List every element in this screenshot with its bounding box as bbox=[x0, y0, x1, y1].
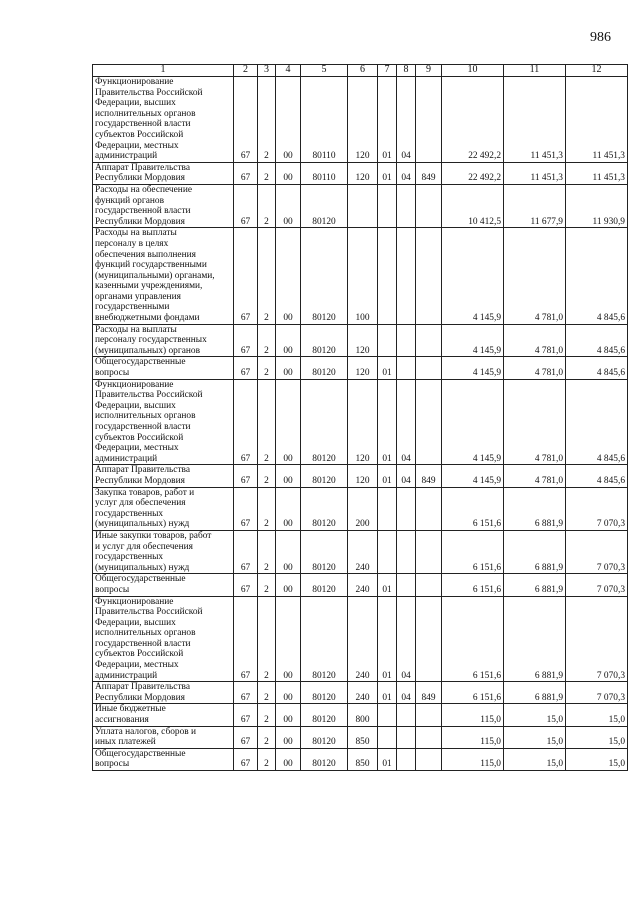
table-cell: 2 bbox=[258, 357, 276, 379]
table-cell: 80120 bbox=[301, 465, 348, 487]
table-cell: 80120 bbox=[301, 530, 348, 573]
table-cell: 4 145,9 bbox=[442, 228, 504, 324]
table-cell: 6 881,9 bbox=[504, 682, 566, 704]
table-cell: 240 bbox=[348, 682, 378, 704]
table-cell: 4 781,0 bbox=[504, 465, 566, 487]
table-cell: 80120 bbox=[301, 682, 348, 704]
table-cell: 4 781,0 bbox=[504, 379, 566, 465]
table-cell: 7 070,3 bbox=[566, 574, 628, 596]
table-cell: 6 151,6 bbox=[442, 530, 504, 573]
table-cell bbox=[416, 324, 442, 357]
column-header: 8 bbox=[397, 65, 416, 77]
table-cell: 2 bbox=[258, 530, 276, 573]
table-cell: 115,0 bbox=[442, 704, 504, 726]
table-cell bbox=[416, 487, 442, 530]
table-cell: 00 bbox=[276, 357, 301, 379]
table-row bbox=[93, 465, 628, 487]
table-cell: 80120 bbox=[301, 379, 348, 465]
table-cell: 00 bbox=[276, 324, 301, 357]
table-cell bbox=[416, 379, 442, 465]
table-cell: 6 881,9 bbox=[504, 574, 566, 596]
table-cell bbox=[416, 704, 442, 726]
table-cell: 2 bbox=[258, 184, 276, 227]
table-cell: 4 145,9 bbox=[442, 465, 504, 487]
table-cell: 6 881,9 bbox=[504, 596, 566, 682]
table-cell bbox=[397, 530, 416, 573]
table-cell: 01 bbox=[378, 574, 397, 596]
row-name-cell: Иные бюджетные ассигнования bbox=[93, 704, 234, 726]
table-cell: 120 bbox=[348, 465, 378, 487]
table-cell: 67 bbox=[234, 184, 258, 227]
row-name-cell: Иные закупки товаров, работ и услуг для обеспечения государственных (муниципальных) нужд bbox=[93, 530, 234, 573]
table-cell: 80120 bbox=[301, 596, 348, 682]
page-number: 986 bbox=[590, 30, 611, 45]
table-cell: 00 bbox=[276, 574, 301, 596]
table-cell: 67 bbox=[234, 379, 258, 465]
table-cell: 4 781,0 bbox=[504, 228, 566, 324]
table-cell: 4 845,6 bbox=[566, 324, 628, 357]
table-cell: 67 bbox=[234, 748, 258, 770]
column-header: 11 bbox=[504, 65, 566, 77]
table-cell: 15,0 bbox=[566, 726, 628, 748]
header-row bbox=[93, 65, 628, 77]
row-name-cell: Функционирование Правительства Российской Федерации, высших исполнительных органов государственной власти субъектов Российской Федерации, местных администраций bbox=[93, 77, 234, 163]
table-cell bbox=[348, 184, 378, 227]
table-cell: 01 bbox=[378, 748, 397, 770]
table-cell bbox=[416, 228, 442, 324]
row-name-cell: Аппарат Правительства Республики Мордовия bbox=[93, 682, 234, 704]
row-name-cell: Общегосударственные вопросы bbox=[93, 574, 234, 596]
column-header: 12 bbox=[566, 65, 628, 77]
column-header: 2 bbox=[234, 65, 258, 77]
table-cell: 80120 bbox=[301, 487, 348, 530]
table-cell: 80120 bbox=[301, 726, 348, 748]
row-name-cell: Закупка товаров, работ и услуг для обеспечения государственных (муниципальных) нужд bbox=[93, 487, 234, 530]
table-row bbox=[93, 682, 628, 704]
table-cell: 01 bbox=[378, 682, 397, 704]
table-cell: 22 492,2 bbox=[442, 162, 504, 184]
table-row bbox=[93, 184, 628, 227]
table-cell: 800 bbox=[348, 704, 378, 726]
table-cell bbox=[397, 357, 416, 379]
table-cell: 4 845,6 bbox=[566, 379, 628, 465]
table-row bbox=[93, 324, 628, 357]
table-cell: 67 bbox=[234, 357, 258, 379]
table-cell: 240 bbox=[348, 530, 378, 573]
table-cell: 00 bbox=[276, 726, 301, 748]
table-cell: 04 bbox=[397, 77, 416, 163]
table-cell bbox=[416, 77, 442, 163]
table-cell: 00 bbox=[276, 748, 301, 770]
table-cell: 4 845,6 bbox=[566, 228, 628, 324]
table-cell bbox=[378, 228, 397, 324]
table-cell: 80120 bbox=[301, 184, 348, 227]
table-cell: 2 bbox=[258, 704, 276, 726]
table-row bbox=[93, 748, 628, 770]
table-cell: 01 bbox=[378, 379, 397, 465]
table-row bbox=[93, 162, 628, 184]
table-cell: 849 bbox=[416, 682, 442, 704]
table-cell: 115,0 bbox=[442, 726, 504, 748]
table-row bbox=[93, 530, 628, 573]
table-cell: 04 bbox=[397, 682, 416, 704]
table-cell: 4 845,6 bbox=[566, 357, 628, 379]
column-header: 1 bbox=[93, 65, 234, 77]
table-cell: 6 151,6 bbox=[442, 487, 504, 530]
table-cell: 80120 bbox=[301, 228, 348, 324]
table-cell: 11 451,3 bbox=[504, 162, 566, 184]
table-cell bbox=[416, 357, 442, 379]
table-cell: 00 bbox=[276, 228, 301, 324]
table-cell: 850 bbox=[348, 748, 378, 770]
table-cell: 2 bbox=[258, 324, 276, 357]
row-name-cell: Общегосударственные вопросы bbox=[93, 357, 234, 379]
table-cell: 6 881,9 bbox=[504, 487, 566, 530]
table-cell: 120 bbox=[348, 162, 378, 184]
table-cell bbox=[378, 726, 397, 748]
table-cell: 11 677,9 bbox=[504, 184, 566, 227]
table-cell: 240 bbox=[348, 596, 378, 682]
table-cell: 6 151,6 bbox=[442, 574, 504, 596]
table-body bbox=[93, 77, 628, 771]
table-cell: 4 845,6 bbox=[566, 465, 628, 487]
table-row bbox=[93, 487, 628, 530]
row-name-cell: Расходы на обеспечение функций органов государственной власти Республики Мордовия bbox=[93, 184, 234, 227]
column-header: 3 bbox=[258, 65, 276, 77]
table-cell bbox=[416, 596, 442, 682]
table-cell: 4 145,9 bbox=[442, 324, 504, 357]
table-cell bbox=[378, 184, 397, 227]
row-name-cell: Аппарат Правительства Республики Мордовия bbox=[93, 465, 234, 487]
table-cell: 80110 bbox=[301, 77, 348, 163]
column-header: 5 bbox=[301, 65, 348, 77]
table-cell: 00 bbox=[276, 184, 301, 227]
table-cell: 67 bbox=[234, 530, 258, 573]
row-name-cell: Уплата налогов, сборов и иных платежей bbox=[93, 726, 234, 748]
table-cell bbox=[397, 228, 416, 324]
table-cell: 04 bbox=[397, 379, 416, 465]
table-cell: 11 451,3 bbox=[566, 162, 628, 184]
column-header: 6 bbox=[348, 65, 378, 77]
table-cell: 850 bbox=[348, 726, 378, 748]
table-cell: 00 bbox=[276, 77, 301, 163]
table-cell: 80110 bbox=[301, 162, 348, 184]
table-cell bbox=[397, 704, 416, 726]
table-cell: 80120 bbox=[301, 704, 348, 726]
table-cell: 67 bbox=[234, 487, 258, 530]
table-cell: 80120 bbox=[301, 357, 348, 379]
row-name-cell: Функционирование Правительства Российской Федерации, высших исполнительных органов государственной власти субъектов Российской Федерации, местных администраций bbox=[93, 596, 234, 682]
table-cell: 15,0 bbox=[504, 748, 566, 770]
row-name-cell: Общегосударственные вопросы bbox=[93, 748, 234, 770]
table-cell: 2 bbox=[258, 228, 276, 324]
table-cell: 7 070,3 bbox=[566, 596, 628, 682]
row-name-cell: Расходы на выплаты персоналу в целях обеспечения выполнения функций государственными (муниципальными) органами, казенными учреждениями, органами управления государственными внебюджетными фондами bbox=[93, 228, 234, 324]
table-cell: 240 bbox=[348, 574, 378, 596]
table-cell: 04 bbox=[397, 596, 416, 682]
table-row bbox=[93, 77, 628, 163]
table-cell: 15,0 bbox=[566, 704, 628, 726]
table-cell: 00 bbox=[276, 487, 301, 530]
table-cell: 67 bbox=[234, 465, 258, 487]
table-cell: 6 151,6 bbox=[442, 682, 504, 704]
table-cell: 120 bbox=[348, 379, 378, 465]
table-cell: 120 bbox=[348, 357, 378, 379]
row-name-cell: Функционирование Правительства Российской Федерации, высших исполнительных органов государственной власти субъектов Российской Федерации, местных администраций bbox=[93, 379, 234, 465]
table-cell: 80120 bbox=[301, 748, 348, 770]
table-cell: 4 781,0 bbox=[504, 324, 566, 357]
table-cell: 2 bbox=[258, 682, 276, 704]
table-cell: 6 151,6 bbox=[442, 596, 504, 682]
row-name-cell: Аппарат Правительства Республики Мордовия bbox=[93, 162, 234, 184]
table-cell: 01 bbox=[378, 357, 397, 379]
table-cell: 67 bbox=[234, 726, 258, 748]
table-cell: 2 bbox=[258, 748, 276, 770]
table-cell bbox=[416, 574, 442, 596]
table-cell: 01 bbox=[378, 596, 397, 682]
table-cell bbox=[397, 324, 416, 357]
table-cell: 15,0 bbox=[504, 726, 566, 748]
table-cell: 7 070,3 bbox=[566, 530, 628, 573]
column-header: 4 bbox=[276, 65, 301, 77]
table-cell: 11 451,3 bbox=[566, 77, 628, 163]
column-header: 7 bbox=[378, 65, 397, 77]
table-cell: 200 bbox=[348, 487, 378, 530]
table-cell: 4 781,0 bbox=[504, 357, 566, 379]
table-cell: 11 930,9 bbox=[566, 184, 628, 227]
table-cell: 7 070,3 bbox=[566, 487, 628, 530]
table-cell: 67 bbox=[234, 574, 258, 596]
table-cell: 00 bbox=[276, 379, 301, 465]
table-cell bbox=[416, 530, 442, 573]
table-row bbox=[93, 574, 628, 596]
table-cell bbox=[378, 704, 397, 726]
table-cell: 00 bbox=[276, 162, 301, 184]
table-cell bbox=[378, 487, 397, 530]
table-row bbox=[93, 704, 628, 726]
table-row bbox=[93, 379, 628, 465]
table-cell bbox=[378, 530, 397, 573]
table-cell: 80120 bbox=[301, 324, 348, 357]
table-cell: 4 145,9 bbox=[442, 379, 504, 465]
table-cell: 80120 bbox=[301, 574, 348, 596]
table-cell: 120 bbox=[348, 77, 378, 163]
table-cell: 4 145,9 bbox=[442, 357, 504, 379]
table-cell bbox=[416, 726, 442, 748]
table-cell bbox=[378, 324, 397, 357]
table-row bbox=[93, 357, 628, 379]
table-cell: 01 bbox=[378, 77, 397, 163]
table-cell: 22 492,2 bbox=[442, 77, 504, 163]
table-cell: 67 bbox=[234, 596, 258, 682]
table-cell: 67 bbox=[234, 682, 258, 704]
table-cell: 15,0 bbox=[566, 748, 628, 770]
table-cell bbox=[397, 184, 416, 227]
table-cell: 00 bbox=[276, 682, 301, 704]
table-cell bbox=[397, 726, 416, 748]
table-cell bbox=[397, 574, 416, 596]
table-cell bbox=[397, 748, 416, 770]
table-cell: 04 bbox=[397, 465, 416, 487]
table-cell: 2 bbox=[258, 162, 276, 184]
table-cell: 2 bbox=[258, 726, 276, 748]
table-cell: 01 bbox=[378, 162, 397, 184]
table-cell: 04 bbox=[397, 162, 416, 184]
budget-table bbox=[92, 64, 628, 771]
table-cell: 7 070,3 bbox=[566, 682, 628, 704]
table-cell: 67 bbox=[234, 162, 258, 184]
table-cell: 11 451,3 bbox=[504, 77, 566, 163]
table-cell: 2 bbox=[258, 574, 276, 596]
table-cell: 00 bbox=[276, 465, 301, 487]
table-cell bbox=[416, 748, 442, 770]
table-cell: 2 bbox=[258, 465, 276, 487]
table-cell: 2 bbox=[258, 487, 276, 530]
table-cell: 115,0 bbox=[442, 748, 504, 770]
table-row bbox=[93, 228, 628, 324]
table-cell: 2 bbox=[258, 596, 276, 682]
column-header: 9 bbox=[416, 65, 442, 77]
column-header: 10 bbox=[442, 65, 504, 77]
table-cell bbox=[397, 487, 416, 530]
table-cell bbox=[416, 184, 442, 227]
table-cell: 6 881,9 bbox=[504, 530, 566, 573]
table-cell: 00 bbox=[276, 530, 301, 573]
row-name-cell: Расходы на выплаты персоналу государственных (муниципальных) органов bbox=[93, 324, 234, 357]
table-cell: 15,0 bbox=[504, 704, 566, 726]
table-cell: 100 bbox=[348, 228, 378, 324]
table-cell: 67 bbox=[234, 704, 258, 726]
table-cell: 849 bbox=[416, 162, 442, 184]
table-cell: 120 bbox=[348, 324, 378, 357]
table-cell: 00 bbox=[276, 704, 301, 726]
table-cell: 67 bbox=[234, 77, 258, 163]
table-cell: 67 bbox=[234, 228, 258, 324]
table-cell: 01 bbox=[378, 465, 397, 487]
table-cell: 849 bbox=[416, 465, 442, 487]
table-cell: 2 bbox=[258, 77, 276, 163]
table-row bbox=[93, 726, 628, 748]
table-row bbox=[93, 596, 628, 682]
table-cell: 67 bbox=[234, 324, 258, 357]
table-cell: 2 bbox=[258, 379, 276, 465]
table-cell: 10 412,5 bbox=[442, 184, 504, 227]
table-cell: 00 bbox=[276, 596, 301, 682]
